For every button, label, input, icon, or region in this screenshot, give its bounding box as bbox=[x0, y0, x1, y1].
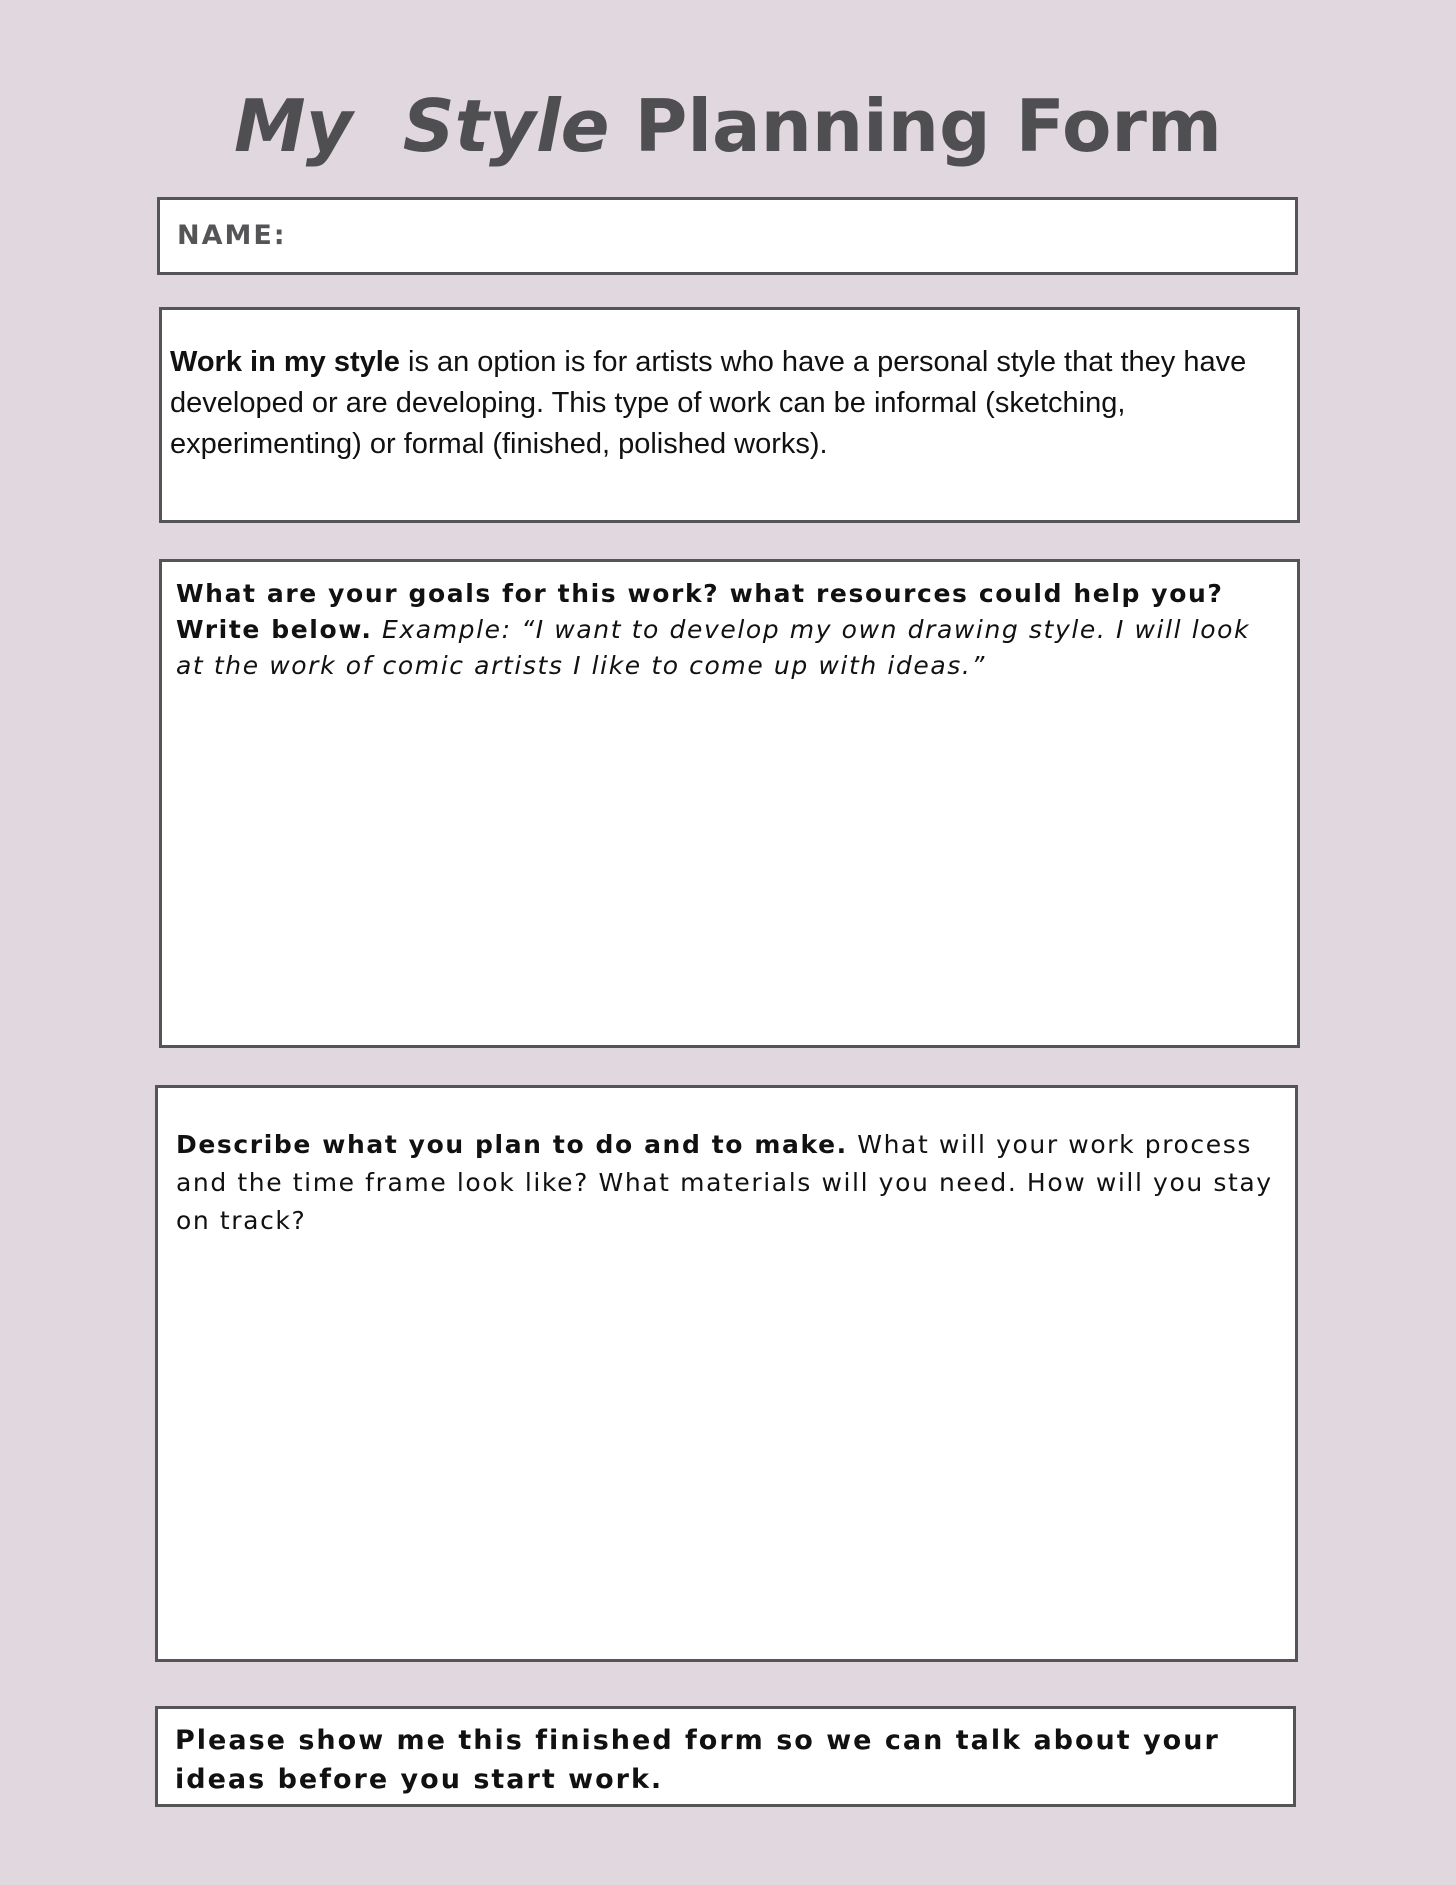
page-title bbox=[0, 78, 1456, 174]
plan-prompt bbox=[176, 1126, 1286, 1240]
goals-question: What are your goals for this work? what resources could help you? Write below. bbox=[176, 579, 1224, 644]
intro-bold: Work in my style bbox=[170, 346, 400, 378]
title-my: My bbox=[234, 84, 353, 168]
intro-box bbox=[159, 307, 1300, 523]
plan-body: What will your work process and the time frame look like? What materials will you need. How will you stay on track? bbox=[176, 1130, 1273, 1235]
goals-prompt bbox=[176, 576, 1286, 684]
title-planning-form: Planning Form bbox=[634, 84, 1222, 168]
plan-field[interactable] bbox=[155, 1085, 1298, 1662]
notice-text: Please show me this finished form so we can talk about your ideas before you start work. bbox=[175, 1725, 1220, 1795]
name-label: NAME: bbox=[177, 220, 287, 251]
name-field[interactable] bbox=[157, 197, 1298, 275]
plan-bold: Describe what you plan to do and to make. bbox=[176, 1130, 848, 1159]
intro-body: is an option is for artists who have a personal style that they have developed or are developing. This type of work can be informal (sketching, experimenting) or formal (finished, polished works). bbox=[170, 346, 1247, 460]
goals-field[interactable] bbox=[159, 559, 1300, 1048]
goals-example: Example: “I want to develop my own drawing style. I will look at the work of comic artists I like to come up with ideas.” bbox=[176, 615, 1251, 680]
title-style: Style bbox=[402, 84, 610, 168]
notice-box bbox=[155, 1706, 1296, 1807]
intro-text bbox=[170, 342, 1280, 465]
